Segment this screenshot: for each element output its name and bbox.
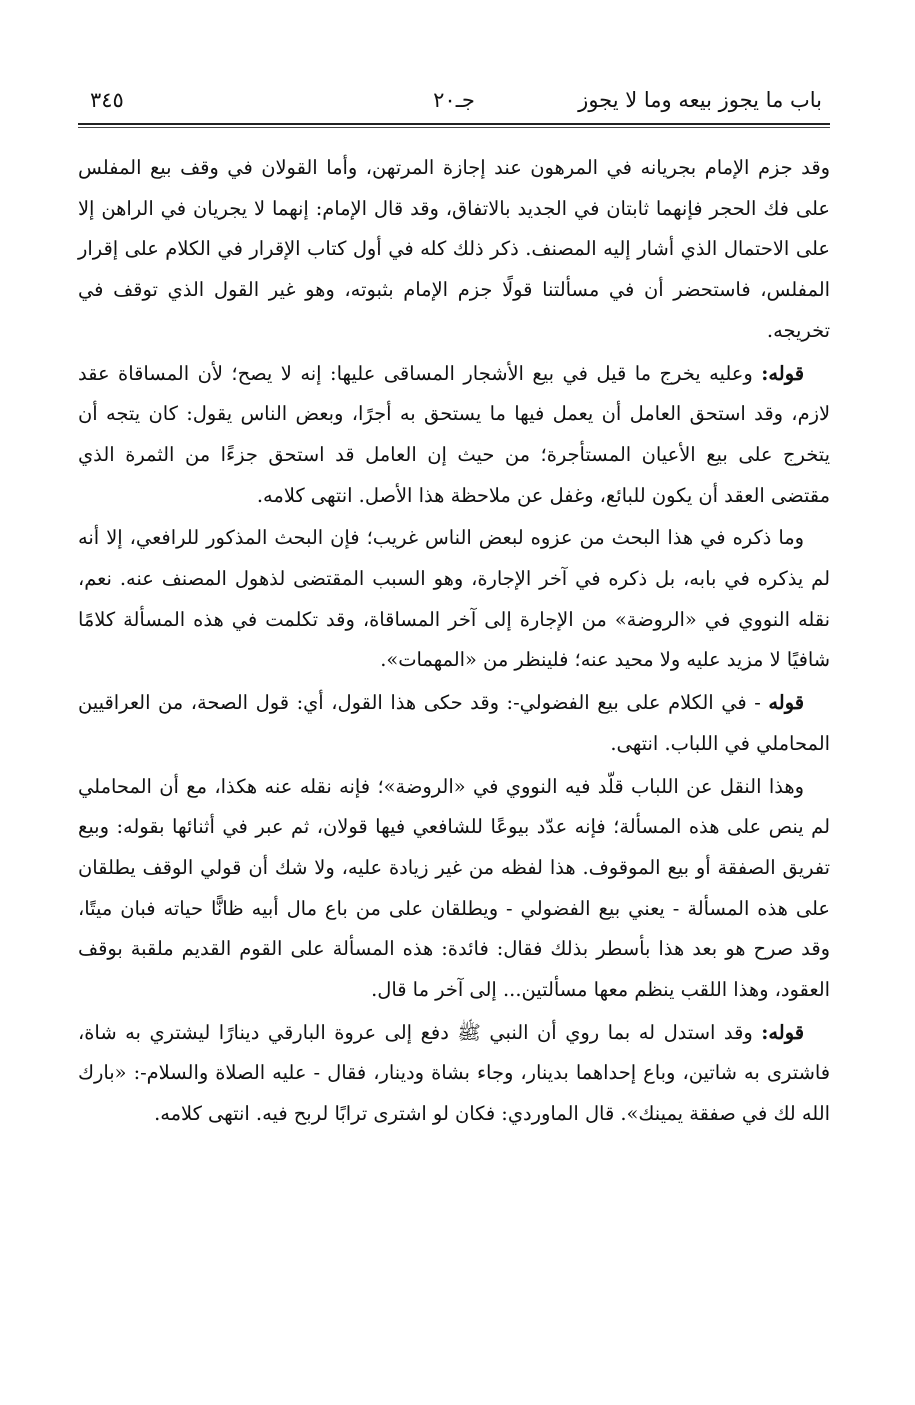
paragraph <box>78 354 830 517</box>
running-header <box>78 80 830 120</box>
paragraph <box>78 148 830 352</box>
paragraph <box>78 1013 830 1135</box>
paragraph-text: وما ذكره في هذا البحث من عزوه لبعض الناس غريب؛ فإن البحث المذكور للرافعي، إلا أنه لم يذكره في بابه، بل ذكره في آخر الإجارة، وهو السبب المقتضى لذهول المصنف عنه. نعم، نقله النووي في «الروضة» من الإجارة إلى آخر المساقاة، وقد تكلمت في هذه المسألة كلامًا شافيًا لا مزيد عليه ولا محيد عنه؛ فلينظر من «المهمات». <box>78 526 830 672</box>
paragraph-text: - في الكلام على بيع الفضولي-: وقد حكى هذا القول، أي: قول الصحة، من العراقيين المحاملي في اللباب. انتهى. <box>78 691 830 755</box>
book-page <box>78 80 830 1137</box>
header-rule-thin <box>78 127 830 128</box>
paragraph <box>78 518 830 681</box>
paragraph <box>78 767 830 1011</box>
page-body <box>78 148 830 1135</box>
header-rule <box>78 123 830 125</box>
volume-number: جـ٢٠ <box>433 88 475 112</box>
paragraph <box>78 683 830 764</box>
paragraph-lead: قوله <box>768 691 804 715</box>
paragraph-text: وهذا النقل عن اللباب قلّد فيه النووي في «الروضة»؛ فإنه نقله عنه هكذا، مع أن المحاملي لم ينص على هذه المسألة؛ فإنه عدّد بيوعًا للشافعي فيها قولان، ثم عبر في أثنائها بقوله: وبيع تفريق الصفقة أو بيع الموقوف. هذا لفظه من غير زيادة عليه، ولا شك أن قولي الوقف يطلقان على هذه المسألة - يعني بيع الفضولي - ويطلقان على من باع مال أبيه ظانًّا حياته فبان ميتًا، وقد صرح هو بعد هذا بأسطر بذلك فقال: فائدة: هذه المسألة على القوم القديم ملقبة بوقف العقود، وهذا اللقب ينظم معها مسألتين... إلى آخر ما قال. <box>78 774 830 1002</box>
paragraph-text: وعليه يخرج ما قيل في بيع الأشجار المساقى عليها: إنه لا يصح؛ لأن المساقاة عقد لازم، وقد استحق العامل أن يعمل فيها ما يستحق به أجرًا، وبعض الناس يقول: كان يتجه أن يتخرج على بيع الأعيان المستأجرة؛ من حيث إن العامل قد استحق جزءًا من الثمرة الذي مقتضى العقد أن يكون للبائع، وغفل عن ملاحظة هذا الأصل. انتهى كلامه. <box>78 361 830 507</box>
paragraph-lead: قوله: <box>761 361 804 385</box>
paragraph-lead: قوله: <box>761 1020 804 1044</box>
page-number: ٣٤٥ <box>90 88 124 112</box>
paragraph-text: وقد جزم الإمام بجريانه في المرهون عند إجازة المرتهن، وأما القولان في وقف بيع المفلس على فك الحجر فإنهما ثابتان في الجديد بالاتفاق، وقد قال الإمام: إنهما لا يجريان في الراهن إلا على الاحتمال الذي أشار إليه المصنف. ذكر ذلك كله في أول كتاب الإقرار في الكلام على إقرار المفلس، فاستحضر أن في مسألتنا قولًا جزم الإمام بثبوته، وهو غير القول الذي توقف في تخريجه. <box>78 156 830 342</box>
paragraph-text: وقد استدل له بما روي أن النبي ﷺ دفع إلى عروة البارقي دينارًا ليشتري به شاة، فاشترى به شاتين، وباع إحداهما بدينار، وجاء بشاة ودينار، فقال - عليه الصلاة والسلام-: «بارك الله لك في صفقة يمينك». قال الماوردي: فكان لو اشترى ترابًا لربح فيه. انتهى كلامه. <box>78 1020 830 1126</box>
chapter-title: باب ما يجوز بيعه وما لا يجوز <box>578 88 822 112</box>
